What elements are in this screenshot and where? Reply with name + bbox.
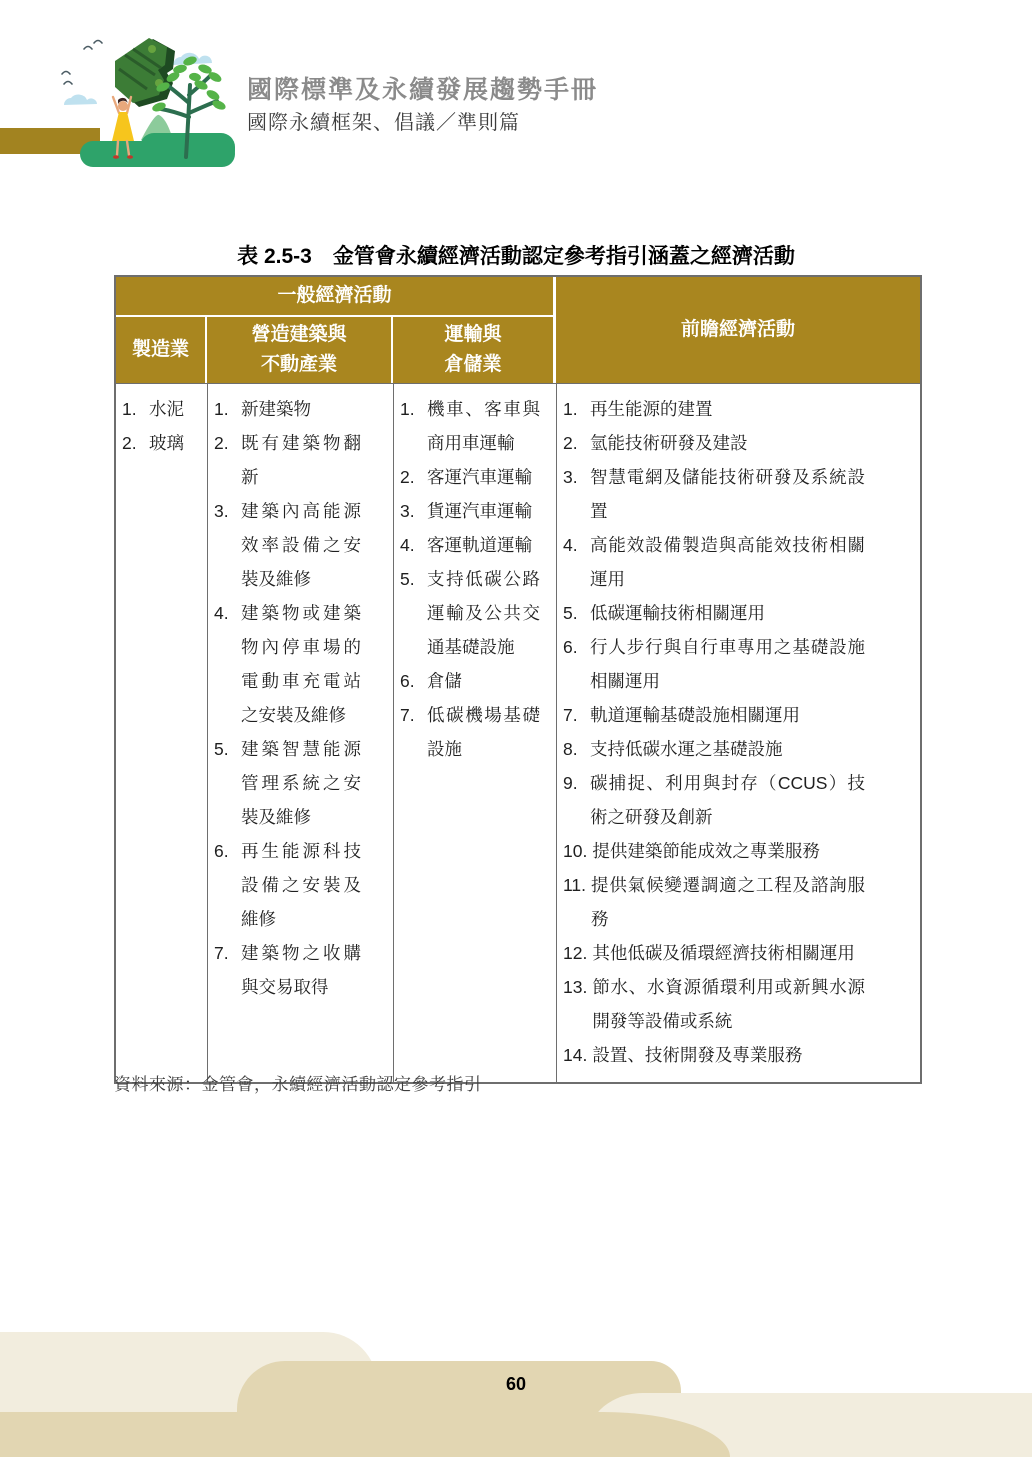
item-text: 建築物或建築物內停車場的電動車充電站之安裝及維修 — [241, 603, 361, 725]
doc-subtitle: 國際永續框架、倡議／準則篇 — [247, 112, 520, 134]
item-number: 2. — [214, 433, 229, 453]
list-item — [563, 630, 865, 698]
item-text: 設置、技術開發及專業服務 — [592, 1045, 803, 1065]
list-item — [214, 732, 361, 834]
item-number: 2. — [122, 433, 137, 453]
list-item — [400, 494, 540, 528]
item-number: 7. — [563, 705, 578, 725]
header-construction-line2: 不動產業 — [260, 354, 337, 375]
list-item — [122, 392, 201, 426]
item-number: 8. — [563, 739, 578, 759]
cell-transport-list — [393, 384, 556, 1082]
item-number: 4. — [400, 535, 415, 555]
item-number: 1. — [400, 399, 415, 419]
puzzle-piece-icon — [115, 38, 175, 107]
item-number: 7. — [400, 705, 415, 725]
item-text: 低碳機場基礎設施 — [427, 705, 540, 759]
item-text: 支持低碳公路運輸及公共交通基礎設施 — [427, 569, 540, 657]
item-text: 再生能源科技設備之安裝及維修 — [241, 841, 361, 929]
list-item — [563, 936, 865, 970]
item-text: 支持低碳水運之基礎設施 — [590, 739, 783, 759]
cell-construction-list — [207, 384, 393, 1082]
item-number: 10. — [563, 841, 588, 861]
item-number: 12. — [563, 943, 588, 963]
item-number: 11. — [563, 875, 587, 895]
item-number: 3. — [400, 501, 415, 521]
item-number: 1. — [122, 399, 137, 419]
item-number: 1. — [214, 399, 229, 419]
item-text: 節水、水資源循環利用或新興水源開發等設備或系統 — [592, 977, 865, 1031]
item-number: 5. — [400, 569, 415, 589]
list-item — [214, 936, 361, 1004]
item-number: 7. — [214, 943, 229, 963]
item-text: 貨運汽車運輸 — [427, 501, 532, 521]
item-text: 氫能技術研發及建設 — [590, 433, 748, 453]
table-body — [116, 384, 920, 1082]
list-item — [214, 494, 361, 596]
cell-forward-list — [556, 384, 920, 1082]
header-construction-line1: 營造建築與 — [251, 324, 347, 345]
list-item — [400, 528, 540, 562]
list-item — [400, 698, 540, 766]
item-text: 高能效設備製造與高能效技術相關運用 — [590, 535, 865, 589]
item-number: 13. — [563, 977, 588, 997]
list-item — [563, 698, 865, 732]
item-number: 14. — [563, 1045, 588, 1065]
item-number: 9. — [563, 773, 578, 793]
list-item — [214, 426, 361, 494]
list-item — [563, 528, 865, 596]
source-note: 資料來源：金管會，永續經濟活動認定參考指引 — [114, 1075, 482, 1094]
list-item — [563, 868, 865, 936]
item-text: 提供建築節能成效之專業服務 — [592, 841, 820, 861]
doc-title: 國際標準及永續發展趨勢手冊 — [247, 76, 599, 104]
item-text: 客運汽車運輸 — [427, 467, 532, 487]
item-text: 碳捕捉、利用與封存（CCUS）技術之研發及創新 — [590, 773, 865, 827]
item-number: 5. — [214, 739, 229, 759]
page-number: 60 — [505, 1374, 527, 1394]
list-item — [563, 1038, 865, 1072]
item-number: 2. — [563, 433, 578, 453]
item-text: 行人步行與自行車專用之基礎設施相關運用 — [590, 637, 865, 691]
list-item — [400, 392, 540, 460]
item-text: 客運軌道運輸 — [427, 535, 532, 555]
item-text: 其他低碳及循環經濟技術相關運用 — [592, 943, 855, 963]
item-number: 6. — [214, 841, 229, 861]
list-item — [214, 392, 361, 426]
header-manufacturing: 製造業 — [116, 317, 207, 383]
item-number: 4. — [563, 535, 578, 555]
item-text: 智慧電網及儲能技術研發及系統設置 — [590, 467, 865, 521]
item-text: 軌道運輸基礎設施相關運用 — [590, 705, 800, 725]
list-item — [400, 664, 540, 698]
item-text: 建築物之收購與交易取得 — [241, 943, 361, 997]
list-item — [214, 834, 361, 936]
item-number: 5. — [563, 603, 578, 623]
item-number: 1. — [563, 399, 578, 419]
list-item — [563, 460, 865, 528]
footer-shape-tan-bottom — [0, 1412, 730, 1457]
item-text: 既有建築物翻新 — [241, 433, 361, 487]
header-illustration — [55, 25, 240, 180]
list-item — [563, 426, 865, 460]
item-text: 提供氣候變遷調適之工程及諮詢服務 — [591, 875, 865, 929]
header-general-economic-activities: 一般經濟活動 — [116, 277, 556, 317]
table-header — [116, 277, 920, 384]
item-text: 倉儲 — [427, 671, 462, 691]
item-number: 4. — [214, 603, 229, 623]
cell-manufacturing-list — [116, 384, 207, 1082]
list-item — [563, 392, 865, 426]
item-text: 水泥 — [149, 399, 184, 419]
item-text: 玻璃 — [149, 433, 184, 453]
header-construction-real-estate — [207, 317, 393, 383]
item-text: 建築內高能源效率設備之安裝及維修 — [241, 501, 361, 589]
ground-shape — [80, 133, 235, 167]
bird-icon — [62, 41, 102, 85]
item-text: 再生能源的建置 — [590, 399, 713, 419]
header-forward-economic-activities: 前瞻經濟活動 — [556, 277, 920, 383]
list-item — [563, 834, 865, 868]
item-number: 6. — [400, 671, 415, 691]
list-item — [563, 596, 865, 630]
list-item — [563, 766, 865, 834]
item-number: 6. — [563, 637, 578, 657]
item-number: 3. — [214, 501, 229, 521]
item-text: 建築智慧能源管理系統之安裝及維修 — [241, 739, 361, 827]
table-title: 表 2.5-3 金管會永續經濟活動認定參考指引涵蓋之經濟活動 — [237, 245, 795, 268]
item-text: 新建築物 — [241, 399, 311, 419]
header-transport-warehousing — [393, 317, 556, 383]
item-number: 2. — [400, 467, 415, 487]
item-text: 低碳運輸技術相關運用 — [590, 603, 765, 623]
list-item — [122, 426, 201, 460]
list-item — [563, 732, 865, 766]
header-transport-line1: 運輸與 — [444, 324, 502, 345]
header-transport-line2: 倉儲業 — [444, 354, 502, 375]
item-number: 3. — [563, 467, 578, 487]
list-item — [400, 460, 540, 494]
item-text: 機車、客車與商用車運輸 — [427, 399, 540, 453]
list-item — [563, 970, 865, 1038]
economic-activities-table — [114, 275, 922, 1084]
list-item — [400, 562, 540, 664]
list-item — [214, 596, 361, 732]
